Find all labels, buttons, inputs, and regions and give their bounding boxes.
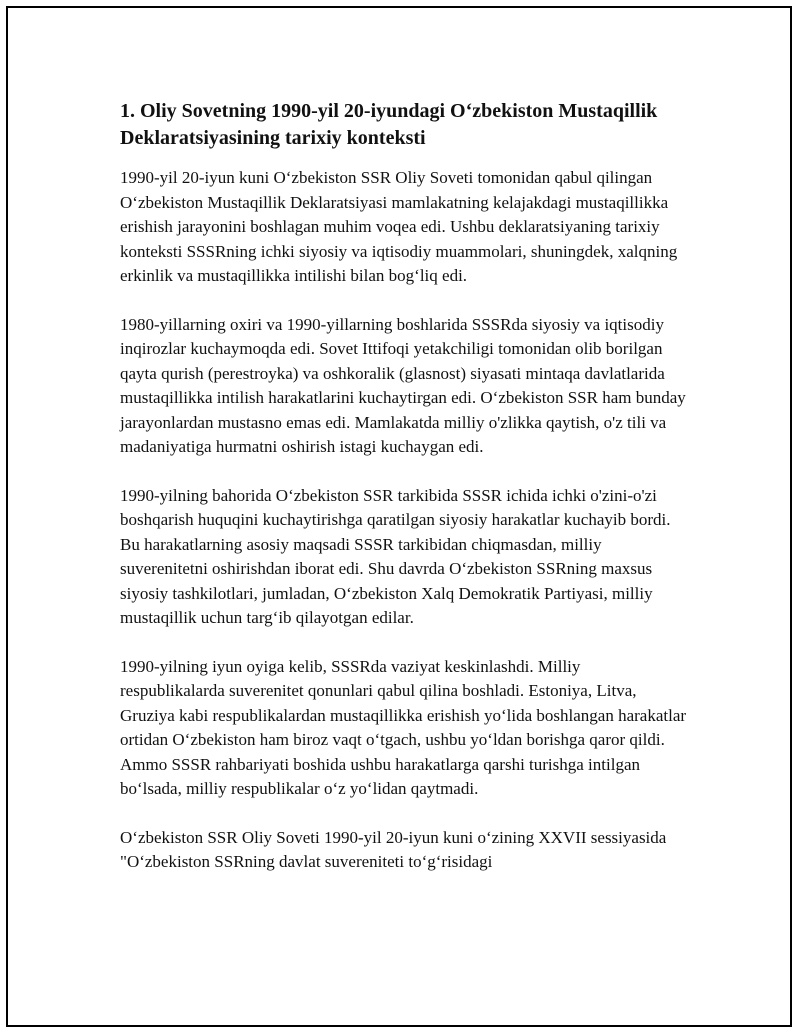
paragraph-3: 1990-yilning bahorida O‘zbekiston SSR tarkibida SSSR ichida ichki o'zini-o'zi boshqarish huquqini kuchaytirishga qaratilgan siyosiy harakatlar kuchayib bordi. Bu harakatlarning asosiy maqsadi SSSR tarkibidan chiqmasdan, milliy suverenitetni oshirishdan iborat edi. Shu davrda O‘zbekiston SSRning maxsus siyosiy tashkilotlari, jumladan, O‘zbekiston Xalq Demokratik Partiyasi, milliy mustaqillik uchun targ‘ib qilayotgan edilar. — [120, 485, 671, 627]
section-heading: 1. Oliy Sovetning 1990-yil 20-iyundagi O‘zbekiston Mustaqillik Deklaratsiyasining tarixiy konteksti — [120, 100, 658, 149]
paragraph-2: 1980-yillarning oxiri va 1990-yillarning boshlarida SSSRda siyosiy va iqtisodiy inqirozlar kuchaymoqda edi. Sovet Ittifoqi yetakchiligi tomonidan olib borilgan qayta qurish (perestroyka) va oshkoralik (glasnost) siyasati mintaqa davlatlarida mustaqillikka intilish harakatlarini kuchaytirgan edi. O‘zbekiston SSR ham bunday jarayonlardan mustasno emas edi. Mamlakatda milliy o'zlikka qaytish, o'z tili va madaniyatiga hurmatni oshirish istagi kuchaygan edi. — [120, 314, 686, 456]
paragraph-1: 1990-yil 20-iyun kuni O‘zbekiston SSR Oliy Soveti tomonidan qabul qilingan O‘zbekiston Mustaqillik Deklaratsiyasi mamlakatning kelajakdagi mustaqillikka erishish jarayonini boshlagan muhim voqea edi. Ushbu deklaratsiyaning tarixiy konteksti SSSRning ichki siyosiy va iqtisodiy muammolari, shuningdek, xalqning erkinlik va mustaqillikka intilishi bilan bog‘liq edi. — [120, 168, 678, 285]
paragraph-4: 1990-yilning iyun oyiga kelib, SSSRda vaziyat keskinlashdi. Milliy respublikalarda suverenitet qonunlari qabul qilina boshladi. Estoniya, Litva, Gruziya kabi respublikalardan mustaqillikka erishish yo‘lida boshlangan harakatlar ortidan O‘zbekiston ham biroz vaqt o‘tgach, ushbu yo‘ldan borishga qaror qildi. Ammo SSSR rahbariyati boshida ushbu harakatlarga qarshi turishga intilgan bo‘lsada, milliy respublikalar o‘z yo‘lidan qaytmadi. — [120, 656, 687, 798]
page-frame — [6, 6, 792, 1027]
paragraph-5: O‘zbekiston SSR Oliy Soveti 1990-yil 20-iyun kuni o‘zining XXVII sessiyasida "O‘zbekiston SSRning davlat suvereniteti to‘g‘risidagi — [120, 827, 667, 871]
document-body — [120, 98, 688, 899]
